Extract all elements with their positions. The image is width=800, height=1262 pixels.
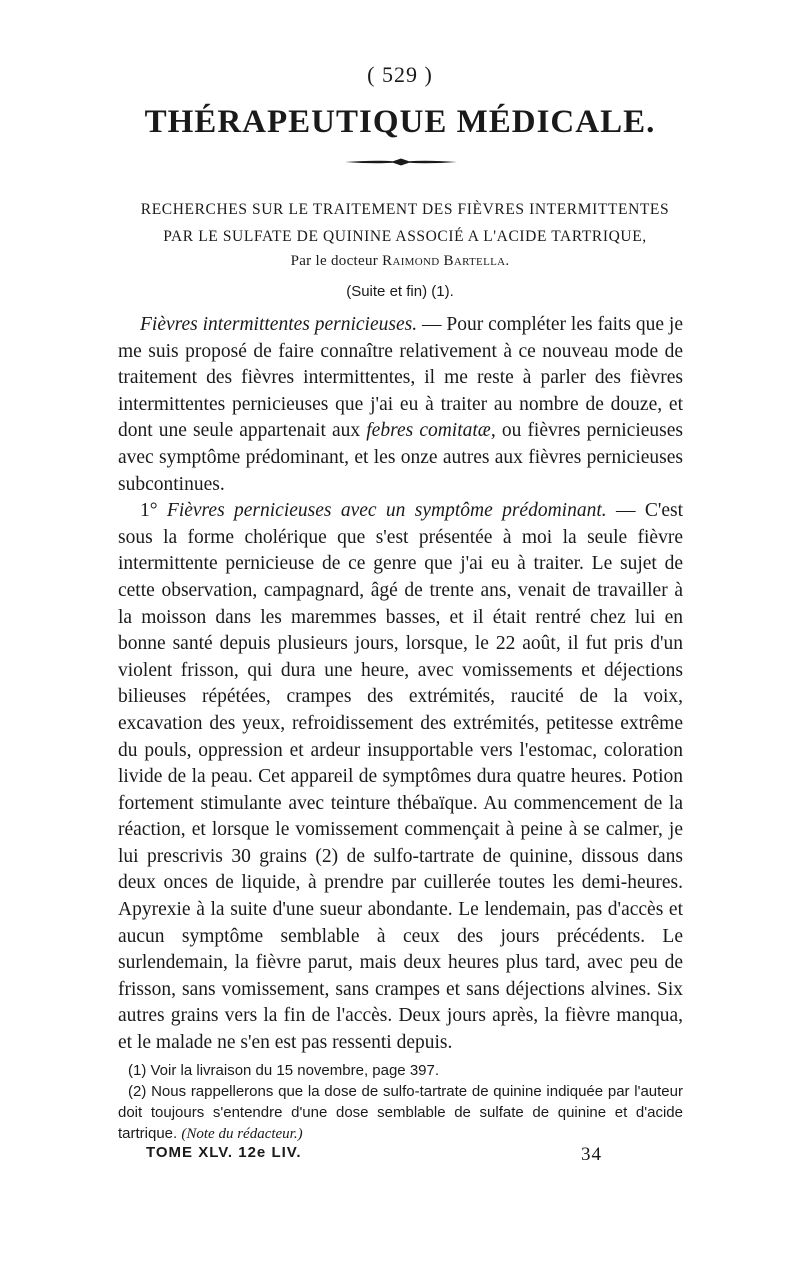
article-body	[118, 312, 683, 1057]
footnotes	[118, 1060, 683, 1145]
paragraph-number: 1°	[140, 500, 158, 522]
paragraph-text: — C'est sous la forme cholérique que s'est présentée à moi la seule fièvre intermittente pernicieuse de ce genre que j'ai eu à traiter. Le sujet de cette observation, campagnard, âgé de trente ans, venait de travailler à la moisson dans les maremmes basses, et il était rentré chez lui en bonne santé depuis plusieurs jours, lorsque, le 22 août, il fut pris d'un violent frisson, qui dura une heure, avec vomissements et déjections bilieuses répétées, crampes des extrémités, raucité de la voix, excavation des yeux, refroidissement des extrémités, petitesse extrême du pouls, oppression et ardeur insupportable vers l'estomac, coloration livide de la peau. Cet appareil de symptômes dura quatre heures. Potion fortement stimulante avec teinture thébaïque. Au commencement de la réaction, et lorsque le vomissement commençait à peine à se calmer, je lui prescrivis 30 grains (2) de sulfo-tartrate de quinine, dissous dans deux onces de liquide, à prendre par cuillerée toutes les demi-heures. Apyrexie à la suite d'une sueur abondante. Le lendemain, pas d'accès et aucun symptôme semblable à ceux des jours précédents. Le surlendemain, la fièvre parut, mais deux heures plus tard, avec peu de frisson, sans vomissement, sans crampes et sans déjections alvines. Six autres grains vers la fin de l'accès. Deux jours après, la fièvre manqua, et le malade ne s'en est pas ressenti depuis.	[118, 500, 684, 1054]
continuation-note: (Suite et fin) (1).	[346, 283, 454, 300]
author-name: Raimond Bartella.	[382, 253, 510, 269]
divider-ornament	[345, 158, 457, 166]
paragraph-lead: Fièvres pernicieuses avec un symptôme prédominant.	[157, 500, 607, 522]
paragraph	[118, 312, 683, 498]
editor-note: (Note du rédacteur.)	[181, 1126, 303, 1142]
footnote	[118, 1081, 683, 1145]
volume-signature: TOME XLV. 12e LIV.	[146, 1144, 302, 1161]
sheet-number: 34	[581, 1144, 602, 1165]
paragraph-text: ou fièvres pernicieuses avec symptôme prédominant, et les onze autres aux fièvres pernicieuses subcontinues.	[118, 420, 683, 495]
page-number: ( 529 )	[367, 62, 433, 87]
footnote: (1) Voir la livraison du 15 novembre, page 397.	[128, 1062, 440, 1079]
section-title: THÉRAPEUTIQUE MÉDICALE.	[144, 104, 656, 140]
article-title: RECHERCHES SUR LE TRAITEMENT DES FIÈVRES INTERMITTENTES PAR LE SULFATE DE QUININE ASSOCIÉ A L'ACIDE TARTRIQUE,	[140, 201, 670, 245]
paragraph-lead: Fièvres intermittentes pernicieuses.	[140, 314, 418, 335]
footnote-text: (2) Nous rappellerons que la dose de sulfo-tartrate de quinine indiquée par l'auteur doit toujours s'entendre d'une dose semblable de sulfate de quinine et d'acide tartrique.	[118, 1083, 683, 1142]
byline-prefix: Par le docteur	[290, 253, 379, 269]
paragraph-emphasis: febres comitatæ,	[366, 420, 496, 442]
paragraph	[118, 498, 683, 1056]
signature-line	[146, 1144, 602, 1165]
paragraph-text: — Pour compléter les faits que je me suis proposé de faire connaître relativement à ce nouveau mode de traitement des fièvres intermittentes, il me reste à parler des fièvres intermittentes pernicieuses que j'ai eu à traiter au nombre de douze, et dont une seule appartenait aux	[118, 314, 684, 442]
byline	[0, 253, 800, 270]
